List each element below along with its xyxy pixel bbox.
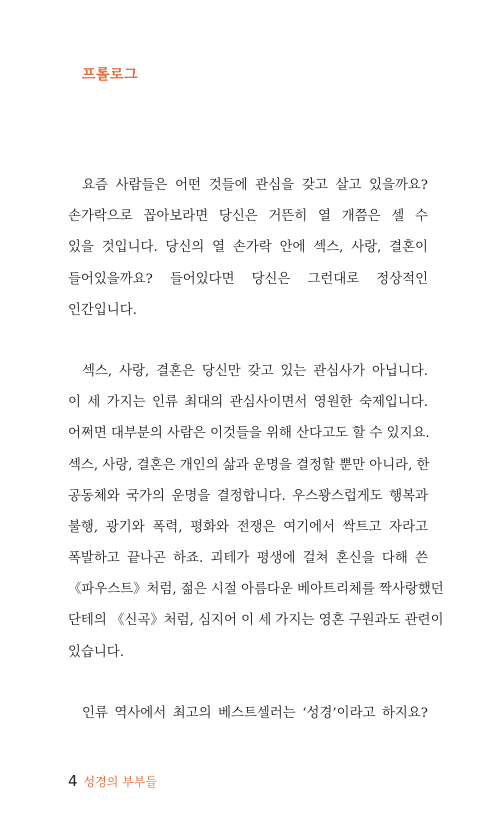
section-title: 프롤로그 (82, 67, 139, 83)
text-line: 어쩌면 대부분의 사람은 이것들을 위해 산다고도 할 수 있지요. (68, 426, 430, 442)
text-line: 인간입니다. (68, 302, 137, 318)
text-line: 있을 것입니다. 당신의 열 손가락 안에 섹스, 사랑, 결혼이 (68, 240, 428, 256)
text-line: 불행, 광기와 폭력, 평화와 전쟁은 여기에서 싹트고 자라고 (68, 519, 428, 535)
text-line: 들어있을까요? 들어있다면 당신은 그런대로 정상적인 (68, 271, 428, 287)
text-line: 손가락으로 꼽아보라면 당신은 거뜬히 열 개쯤은 셀 수 (68, 209, 428, 225)
text-line: 섹스, 사랑, 결혼은 당신만 갖고 있는 관심사가 아닙니다. (82, 363, 428, 379)
text-line: 이 세 가지는 인류 최대의 관심사이면서 영원한 숙제입니다. (68, 395, 428, 411)
text-line: 《파우스트》처럼, 젊은 시절 아름다운 베아트리체를 짝사랑했던 (68, 582, 444, 598)
text-line: 폭발하고 끝나곤 하죠. 괴테가 평생에 걸쳐 혼신을 다해 쓴 (68, 551, 428, 567)
text-line: 요즘 사람들은 어떤 것들에 관심을 갖고 살고 있을까요? (82, 178, 428, 193)
page-number: 4 (68, 772, 78, 790)
text-line: 섹스, 사랑, 결혼은 개인의 삶과 운명을 결정할 뿐만 아니라, 한 (68, 457, 430, 473)
paragraph-1 (68, 170, 428, 326)
body-text (68, 170, 444, 759)
running-title: 성경의 부부들 (83, 775, 157, 789)
text-line: 단테의 《신곡》처럼, 심지어 이 세 가지는 영혼 구원과도 관련이 (68, 613, 444, 629)
text-line: 있습니다. (68, 644, 124, 660)
paragraph-3 (68, 698, 428, 729)
paragraph-2 (68, 356, 444, 668)
page-footer (68, 772, 157, 790)
text-line: 공동체와 국가의 운명을 결정합니다. 우스꽝스럽게도 행복과 (68, 488, 428, 504)
text-line: 인류 역사에서 최고의 베스트셀러는 ‘성경’이라고 하지요? (82, 705, 428, 721)
